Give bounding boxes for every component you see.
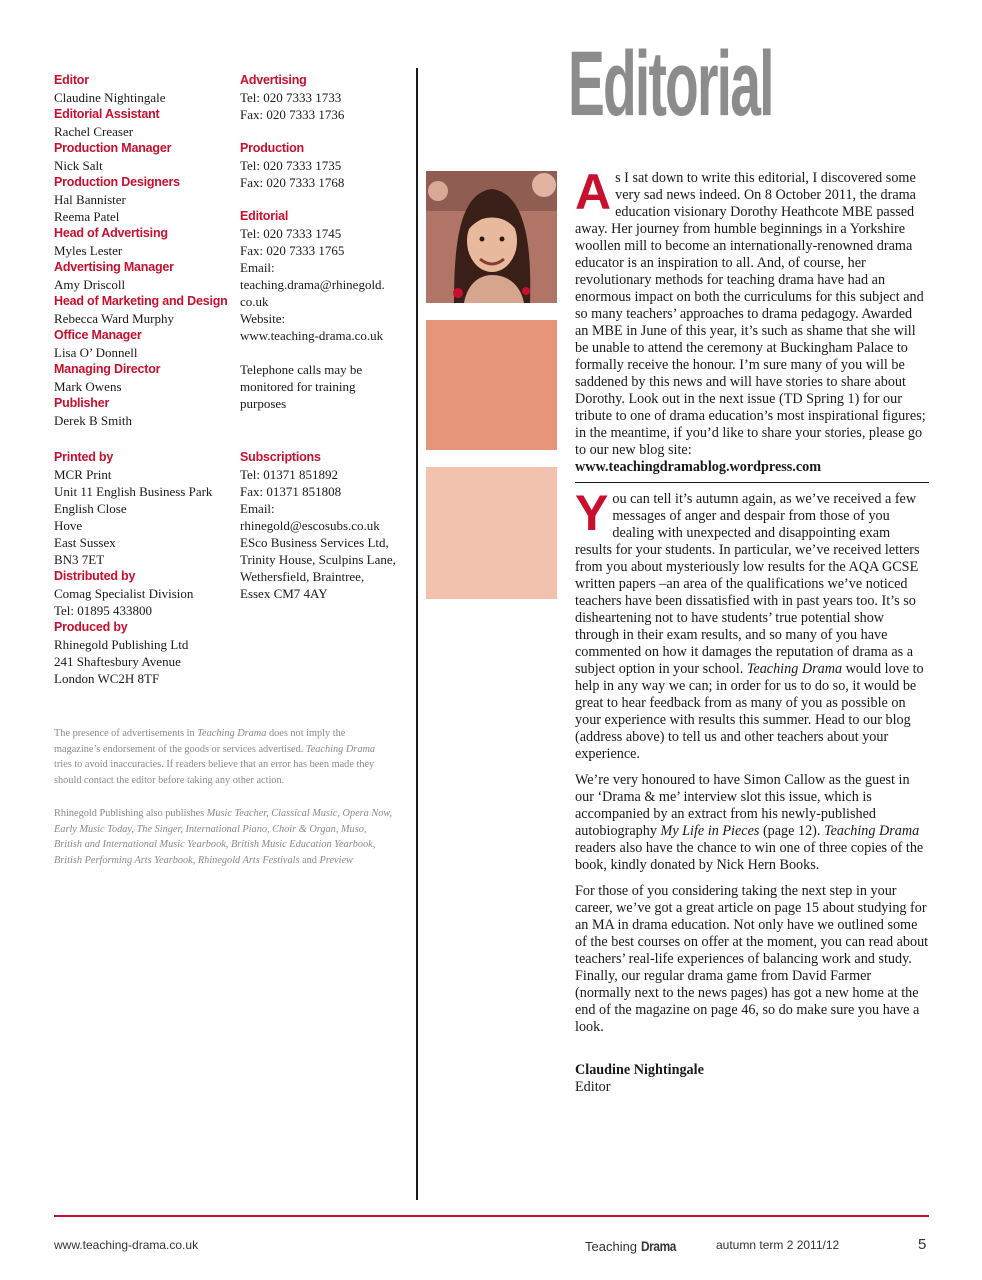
role-value: Rachel Creaser — [54, 124, 134, 139]
subscriptions-block — [240, 449, 410, 602]
role-value: teaching.drama@rhinegold. — [240, 277, 385, 292]
drop-cap: A — [575, 164, 612, 220]
role-value: rhinegold@escosubs.co.uk — [240, 518, 380, 533]
role-label: Advertising — [240, 73, 307, 87]
role-value: Tel: 020 7333 1745 — [240, 226, 342, 241]
role-value: Derek B Smith — [54, 413, 132, 428]
role-label: Subscriptions — [240, 450, 321, 464]
role-value: Fax: 01371 851808 — [240, 484, 342, 499]
role-label: Head of Advertising — [54, 226, 168, 240]
role-value: Amy Driscoll — [54, 277, 126, 292]
contacts-list — [240, 72, 410, 412]
role-value: Claudine Nightingale — [54, 90, 166, 105]
printing-list — [54, 449, 234, 687]
editorial-body — [575, 485, 929, 1045]
role-label: Editor — [54, 73, 89, 87]
role-value: Essex CM7 4AY — [240, 586, 328, 601]
spacer — [240, 344, 410, 361]
editorial-paragraph-2: You can tell it’s autumn again, as we’ve received a few messages of anger and despair from those of you dealing with unexpected and disappointing exam results for your students. In particular, we’ve received letters from you about mysteriously low results for the AQA GCSE written papers –an area of the qualifications we’ve noticed teachers have been dissatisfied with in past years too. It’s so disheartening not to have students’ true potential show through in their exam results, and so many of you have commented on how it damages the reputation of drama as a subject option in your school. Teaching Drama would love to help in any way we can; in order for us to do so, it would be great to hear feedback from as many of you as possible on your experience with results this summer. Head to our blog (address above) to tell us and other teachers about your experience. — [575, 485, 924, 762]
signature-name: Claudine Nightingale — [575, 1062, 704, 1078]
footer-url[interactable]: www.teaching-drama.co.uk — [54, 1238, 199, 1252]
role-label: Production Manager — [54, 141, 172, 155]
role-value: Fax: 020 7333 1768 — [240, 175, 345, 190]
role-value: Myles Lester — [54, 243, 123, 258]
role-label: Managing Director — [54, 362, 161, 376]
role-value: Hove — [54, 518, 83, 533]
publications-paragraph: Rhinegold Publishing also publishes Music Teacher, Classical Music, Opera Now, Early Music Today, The Singer, International Piano, Choir & Organ, Muso, British and International Music Yearbook, British Music Education Yearbook, British Performing Arts Yearbook, Rhinegold Arts Festivals and Preview — [54, 808, 393, 866]
footer-issue: autumn term 2 2011/12 — [716, 1238, 840, 1252]
role-value: Comag Specialist Division — [54, 586, 194, 601]
role-value: Telephone calls may be — [240, 362, 363, 377]
drop-cap: Y — [575, 485, 609, 541]
page-title: Editorial — [568, 33, 773, 135]
role-value: Lisa O’ Donnell — [54, 345, 138, 360]
role-label: Printed by — [54, 450, 114, 464]
role-value: Tel: 020 7333 1735 — [240, 158, 342, 173]
role-value: Nick Salt — [54, 158, 103, 173]
decorative-block-light — [426, 467, 557, 599]
staff-list — [54, 72, 234, 429]
role-label: Office Manager — [54, 328, 142, 342]
role-value: East Sussex — [54, 535, 116, 550]
role-value: MCR Print — [54, 467, 112, 482]
editorial-paragraph-3: We’re very honoured to have Simon Callow as the guest in our ‘Drama & me’ interview slot this issue, which is accompanied by an extract from his newly-published autobiography My Life in Pieces (page 12). Teaching Drama readers also have the chance to win one of three copies of the book, kindly donated by Nick Hern Books. — [575, 772, 924, 873]
disclaimer-paragraph: The presence of advertisements in Teaching Drama does not imply the magazine’s endorsement of the goods or services advertised. Teaching Drama tries to avoid inaccuracies. If readers believe that an error has been made they should contact the editor before taking any other action. — [54, 728, 376, 786]
role-label: Editorial Assistant — [54, 107, 160, 121]
role-value: Trinity House, Sculpins Lane, — [240, 552, 396, 567]
editor-portrait — [426, 171, 557, 303]
role-value: monitored for training — [240, 379, 356, 394]
section-rule — [575, 482, 929, 483]
role-value: Tel: 01371 851892 — [240, 467, 339, 482]
decorative-block-dark — [426, 320, 557, 450]
role-value: Rhinegold Publishing Ltd — [54, 637, 189, 652]
role-value: English Close — [54, 501, 127, 516]
role-label: Produced by — [54, 620, 128, 634]
role-value: Unit 11 English Business Park — [54, 484, 213, 499]
role-label: Advertising Manager — [54, 260, 174, 274]
role-value: purposes — [240, 396, 287, 411]
footer-rule — [54, 1215, 929, 1217]
column-divider — [416, 68, 418, 1200]
role-value: Hal Bannister — [54, 192, 126, 207]
role-value: BN3 7ET — [54, 552, 105, 567]
spacer — [240, 191, 410, 208]
role-value: www.teaching-drama.co.uk — [240, 328, 384, 343]
blog-link[interactable]: www.teachingdramablog.wordpress.com — [575, 459, 822, 475]
role-value: Tel: 01895 433800 — [54, 603, 153, 618]
portrait-illustration — [426, 171, 557, 303]
role-value: Wethersfield, Braintree, — [240, 569, 365, 584]
signature-title: Editor — [575, 1079, 611, 1095]
signature — [575, 1062, 929, 1096]
role-value: Email: — [240, 501, 275, 516]
page-number: 5 — [918, 1236, 927, 1253]
role-label: Publisher — [54, 396, 110, 410]
role-value: ESco Business Services Ltd, — [240, 535, 389, 550]
editorial-paragraph-4: For those of you considering taking the next step in your career, we’ve got a great article on page 15 about studying for an MA in drama education. Not only have we outlined some of the best courses on offer at the moment, you can read about teachers’ real-life experiences of balancing work and study. Finally, our regular drama game from David Farmer (normally next to the news pages) has got a new home at the end of the magazine on page 46, so do make sure you have a look. — [575, 883, 929, 1035]
role-value: Rebecca Ward Murphy — [54, 311, 175, 326]
role-value: London WC2H 8TF — [54, 671, 160, 686]
spacer — [240, 123, 410, 140]
role-value: Website: — [240, 311, 286, 326]
role-value: Email: — [240, 260, 275, 275]
role-value: co.uk — [240, 294, 269, 309]
role-value: Reema Patel — [54, 209, 120, 224]
role-value: Fax: 020 7333 1736 — [240, 107, 345, 122]
editorial-paragraph-1: As I sat down to write this editorial, I discovered some very sad news indeed. On 8 October 2011, the drama education visionary Dorothy Heathcote MBE passed away. Her journey from humble beginnings in a Yorkshire woollen mill to become an internationally-renowned drama educator is an inspiration to all. And, of course, her revolutionary methods for teaching drama have had an enormous impact on both the curriculums for this subject and so many teachers’ approaches to drama pedagogy. Awarded an MBE in June of this year, it’s such as shame that she will be unable to attend the ceremony at Buckingham Palace to formally receive the honour. I’m sure many of you will be saddened by this news and will have stories to share about Dorothy. Look out in the next issue (TD Spring 1) for our tribute to one of drama education’s most inspirational figures; in the meantime, if you’d like to share your stories, please go to our new blog site: www.teachingdramablog.wordpress.com — [575, 164, 926, 475]
role-value: Mark Owens — [54, 379, 122, 394]
role-value: Tel: 020 7333 1733 — [240, 90, 342, 105]
role-value: 241 Shaftesbury Avenue — [54, 654, 181, 669]
role-label: Head of Marketing and Design — [54, 294, 228, 308]
role-label: Distributed by — [54, 569, 136, 583]
footer-magazine: Teaching Drama — [585, 1238, 676, 1254]
role-label: Production Designers — [54, 175, 180, 189]
role-value: Fax: 020 7333 1765 — [240, 243, 345, 258]
role-label: Production — [240, 141, 304, 155]
role-label: Editorial — [240, 209, 289, 223]
